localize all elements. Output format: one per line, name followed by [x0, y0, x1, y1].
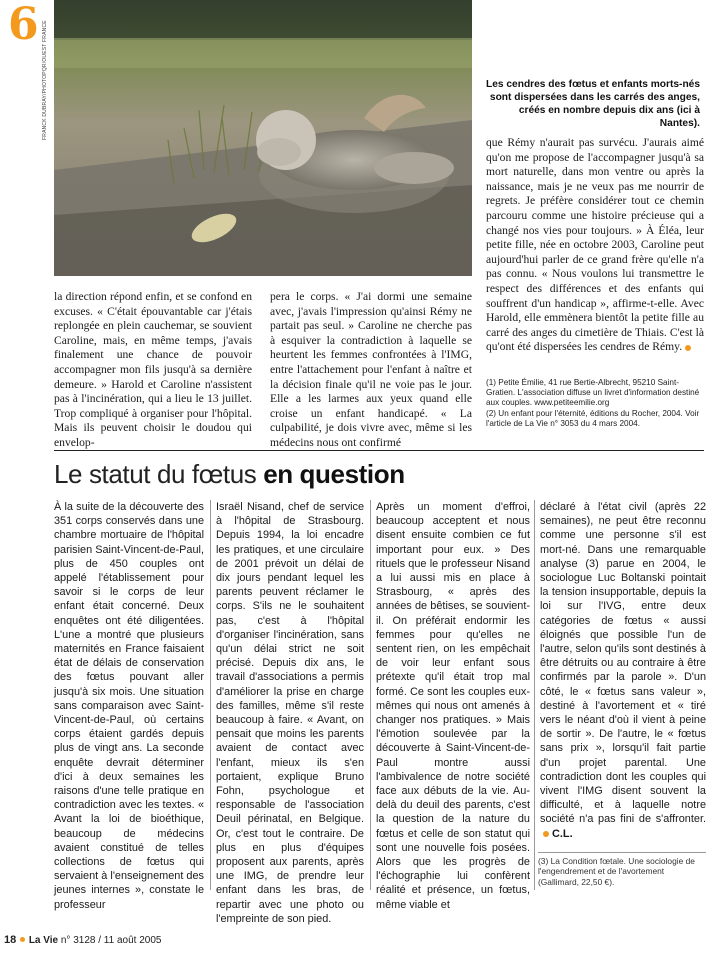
bottom-column-2: Israël Nisand, chef de service à l'hôpital de Strasbourg. Depuis 1994, la loi encadre les pratiques, et une circulaire de 2001 prévoit un délai de dix jours pendant lequel les parents peuvent réclamer le corps. S'ils ne le souhaitent pas, c'est à l'hôpital d'organiser l'incinération, sans qu'un délai strict ne soit précisé. Depuis dix ans, le travail d'associations a permis d'améliorer la prise en charge des familles, même s'il reste beaucoup à faire. « Avant, on pensait que moins les parents avaient de contact avec l'enfant, mieux ils s'en portaient, explique Bruno Fohn, psychologue et responsable de l'association Deuil périnatal, en Belgique. Or, c'est tout le contraire. De plus en plus d'équipes proposent aux parents, après une IMG, de prendre leur enfant dans les bras, de repartir avec une photo ou l'empreinte de son pied.	[216, 501, 364, 925]
page-number: 18	[4, 934, 17, 946]
bottom-column-4-text: déclaré à l'état civil (après 22 semaines), ne peut être reconnu comme une personne s'il est mort-né. Dans une remarquable analyse (3) parue en 2004, le sociologue Luc Boltanski pointait la tension insupportable, depuis la loi sur l'IVG, entre deux catégories de fœtus « aussi éloignés que possible l'un de l'autre, selon qu'ils sont destinés à être détruits ou au contraire à être confirmés par la parole ». D'un côté, le « fœtus sans valeur », destiné à l'avortement et « tiré vers le néant d'où il vient à peine de sortir ». De l'autre, le « fœtus sans prix », lorsqu'il fait partie d'un projet parental. Une contradiction dont les couples qui vivent l'IMG disent souvent la difficulté, et à laquelle notre société n'a pas fini de s'affronter.	[540, 501, 706, 826]
column-rule	[370, 500, 371, 890]
column-rule	[534, 500, 535, 890]
section-divider	[54, 450, 704, 451]
footnotes	[486, 378, 704, 429]
column-rule	[210, 500, 211, 890]
note-divider	[538, 852, 706, 853]
bottom-column-3: Après un moment d'effroi, beaucoup acceptent et nous disent ensuite combien ce fut important pour eux. » Des rituels que le professeur Nisand a lui aussi mis en place à Strasbourg, « après des années de bêtises, se souvient-il. On préférait endormir les femmes pour qu'elles ne sentent rien, on les empêchait de voir leur enfant sous prétexte qu'il était trop mal formé. Ce sont les couples eux-mêmes qui nous ont amenés à changer nos pratiques. » Mais l'émotion soulevée par la découverte à Saint-Vincent-de-Paul montre aussi l'ambivalence de notre société face aux débuts de la vie. Au-delà du deuil des parents, c'est la question de la nature du fœtus et celle de son statut qui sont une nouvelle fois posées. Alors que les progrès de l'échographie lui confèrent réalité et présence, un fœtus, même viable et	[376, 501, 530, 911]
page-footer	[4, 934, 161, 946]
end-mark-icon	[543, 831, 549, 837]
decorative-quote-glyph: 6	[8, 0, 39, 50]
cherub-statue-photo	[54, 0, 472, 276]
headline-bold: en question	[263, 459, 405, 489]
issue-info: n° 3128 / 11 août 2005	[60, 935, 162, 946]
top-column-3	[486, 136, 704, 355]
bottom-column-1: À la suite de la découverte des 351 corps conservés dans une chambre mortuaire de l'hôpital parisien Saint-Vincent-de-Paul, plus de 450 couples ont appelé l'établissement pour savoir si le corps de leur enfant était concerné. Deux enquêtes ont été diligentées. L'une a montré que plusieurs maternités en France faisaient état de délais de conservation des fœtus pouvant aller jusqu'à six mois. Une situation sans comparaison avec Saint-Vincent-de-Paul, où certains corps étaient gardés depuis plus de vingt ans. La seconde enquête devrait déterminer d'ici à deux semaines les raisons d'une telle pratique en contradiction avec les textes. « Avant la loi de bioéthique, beaucoup de médecins avaient constitué de telles collections de fœtus qui servaient à l'enseignement des jeunes internes », constate le professeur	[54, 501, 204, 911]
photo-caption: Les cendres des fœtus et enfants morts-nés sont dispersées dans les carrés des anges, créés en nombre depuis dix ans (ici à Nantes).	[486, 79, 700, 129]
brand-dot-icon	[20, 937, 25, 942]
top-column-3-text: que Rémy n'aurait pas survécu. J'aurais aimé qu'on me propose de l'accompagner jusqu'à sa mort naturelle, dans mon ventre ou après la naissance, mais je ne veux pas me nourrir de regrets. Je préfère considérer tout ce chemin parcouru comme une histoire précieuse qui a changé nos vies pour toujours. » À Éléa, leur petite fille, née en octobre 2003, Caroline peut aujourd'hui parler de ce grand frère qu'elle n'a pas connu. « Nous voulons lui transmettre le respect des différences et des enfants qui souffrent d'un handicap », affirme-t-elle. Avec Harold, elle emmènera bientôt la petite fille au carré des anges du cimetière de Thiais. C'est là qu'ont été dispersées les cendres de Rémy.	[486, 136, 704, 354]
top-column-2: pera le corps. « J'ai dormi une semaine avec, j'avais l'impression qu'ainsi Rémy ne partait pas seul. » Caroline ne cherche pas à esquiver la contradiction à laquelle se heurtent les femmes confrontées à l'IMG, entre l'attachement pour l'enfant à naître et la décision finale qu'il ne voie pas le jour. Elle a les larmes aux yeux quand elle croise un enfant handicapé. « La culpabilité, je dois vivre avec, même si les médecins nous ont confirmé	[270, 290, 472, 449]
footnote-3: (3) La Condition fœtale. Une sociologie de l'engendrement et de l'avortement (Gallimard, 22,50 €).	[538, 856, 695, 887]
bottom-column-4	[540, 500, 706, 841]
photo-credit: FRANCK DUBRAY/PHOTOPQR/OUEST FRANCE	[42, 20, 48, 140]
headline-light: Le statut du fœtus	[54, 459, 264, 489]
footnote-2: (2) Un enfant pour l'éternité, éditions du Rocher, 2004. Voir l'article de La Vie n° 3053 du 4 mars 2004.	[486, 408, 700, 428]
section-headline	[54, 458, 405, 492]
end-mark-icon	[685, 345, 691, 351]
top-column-1: la direction répond enfin, et se confond en excuses. « C'était épouvantable car j'étais replongée en plein cauchemar, se souvient Caroline, mais, en même temps, j'avais finalement une chance de pouvoir accompagner mon fils jusqu'à sa dernière demeure. » Harold et Caroline n'assistent pas à l'incinération, qui a lieu le 13 juillet. Trop compliqué à organiser pour l'hôpital. Mais ils peuvent choisir le doudou qui envelop-	[54, 290, 252, 449]
author-signature: C.L.	[552, 827, 573, 840]
photo-illustration	[54, 0, 472, 276]
footnote-1: (1) Petite Émilie, 41 rue Bertie-Albrecht, 95210 Saint-Gratien. L'association diffuse un livret d'information destiné aux couples. www.petiteemilie.org	[486, 378, 700, 408]
magazine-name: La Vie	[28, 935, 59, 946]
